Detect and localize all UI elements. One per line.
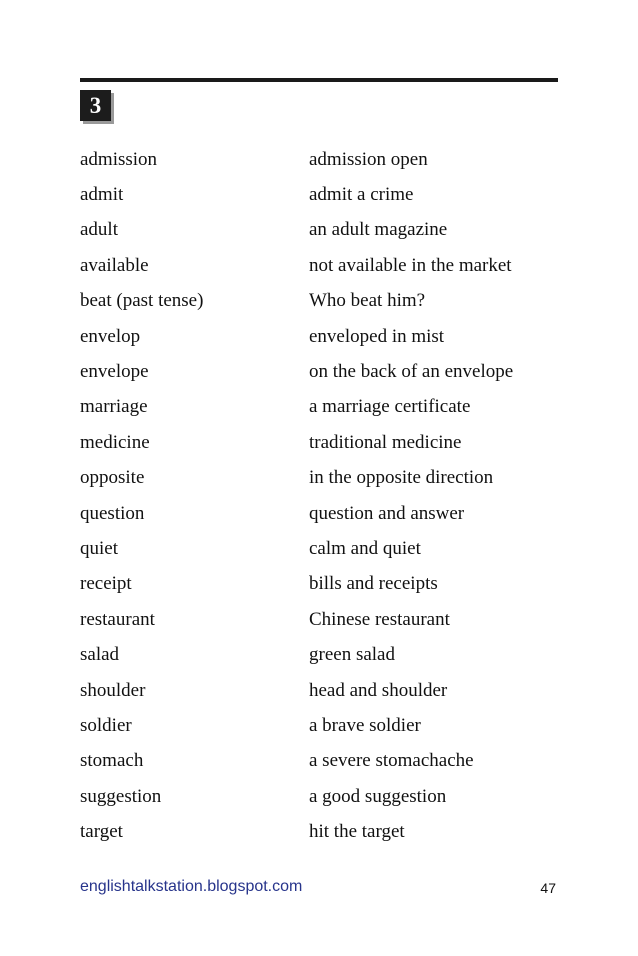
vocab-example: head and shoulder: [309, 679, 448, 701]
list-item: [80, 602, 560, 637]
list-item: [80, 673, 560, 708]
vocab-term: available: [80, 254, 149, 276]
vocab-term: envelope: [80, 361, 149, 383]
vocab-example: question and answer: [309, 502, 465, 524]
vocab-example: a brave soldier: [309, 714, 421, 736]
vocab-term: soldier: [80, 714, 132, 736]
vocab-term: restaurant: [80, 608, 155, 630]
list-item: [80, 744, 560, 779]
vocab-term: envelop: [80, 325, 141, 347]
vocab-example: Who beat him?: [309, 290, 426, 312]
list-item: [80, 531, 560, 566]
list-item: [80, 708, 560, 743]
vocab-example: admission open: [309, 148, 428, 170]
vocab-term: marriage: [80, 396, 148, 418]
vocab-term: admit: [80, 184, 124, 206]
vocab-example: a severe stomachache: [309, 750, 474, 772]
vocab-term: beat (past tense): [80, 290, 204, 312]
vocab-term: quiet: [80, 537, 118, 559]
vocab-example: calm and quiet: [309, 537, 421, 559]
list-item: [80, 425, 560, 460]
list-item: [80, 461, 560, 496]
vocab-example: traditional medicine: [309, 431, 462, 453]
list-item: [80, 213, 560, 248]
list-item: [80, 354, 560, 389]
list-item: [80, 814, 560, 849]
vocab-example: a good suggestion: [309, 785, 447, 807]
vocab-example: enveloped in mist: [309, 325, 445, 347]
list-item: [80, 142, 560, 177]
vocab-example: hit the target: [309, 821, 405, 843]
vocab-example: on the back of an envelope: [309, 361, 514, 383]
vocab-example: in the opposite direction: [309, 467, 494, 489]
vocab-example: Chinese restaurant: [309, 608, 450, 630]
section-number-badge: 3: [80, 90, 111, 121]
vocab-term: target: [80, 821, 123, 843]
vocab-term: opposite: [80, 467, 145, 489]
list-item: [80, 637, 560, 672]
vocab-example: a marriage certificate: [309, 396, 471, 418]
list-item: [80, 248, 560, 283]
vocab-term: adult: [80, 219, 118, 241]
vocab-term: medicine: [80, 431, 150, 453]
vocab-example: green salad: [309, 644, 395, 666]
list-item: [80, 496, 560, 531]
page-number: 47: [540, 880, 556, 896]
vocab-example: admit a crime: [309, 184, 414, 206]
vocab-term: suggestion: [80, 785, 162, 807]
list-item: [80, 284, 560, 319]
list-item: [80, 779, 560, 814]
top-divider: [80, 78, 558, 82]
vocab-term: question: [80, 502, 145, 524]
vocab-term: admission: [80, 148, 158, 170]
vocab-term: stomach: [80, 750, 144, 772]
vocab-example: not available in the market: [309, 254, 512, 276]
list-item: [80, 319, 560, 354]
vocab-example: bills and receipts: [309, 573, 438, 595]
vocabulary-list: [80, 142, 560, 850]
list-item: [80, 177, 560, 212]
footer-site-link[interactable]: englishtalkstation.blogspot.com: [80, 878, 303, 895]
vocab-term: salad: [80, 644, 120, 666]
vocab-term: shoulder: [80, 679, 146, 701]
list-item: [80, 390, 560, 425]
vocab-example: an adult magazine: [309, 219, 448, 241]
vocab-term: receipt: [80, 573, 132, 595]
list-item: [80, 567, 560, 602]
